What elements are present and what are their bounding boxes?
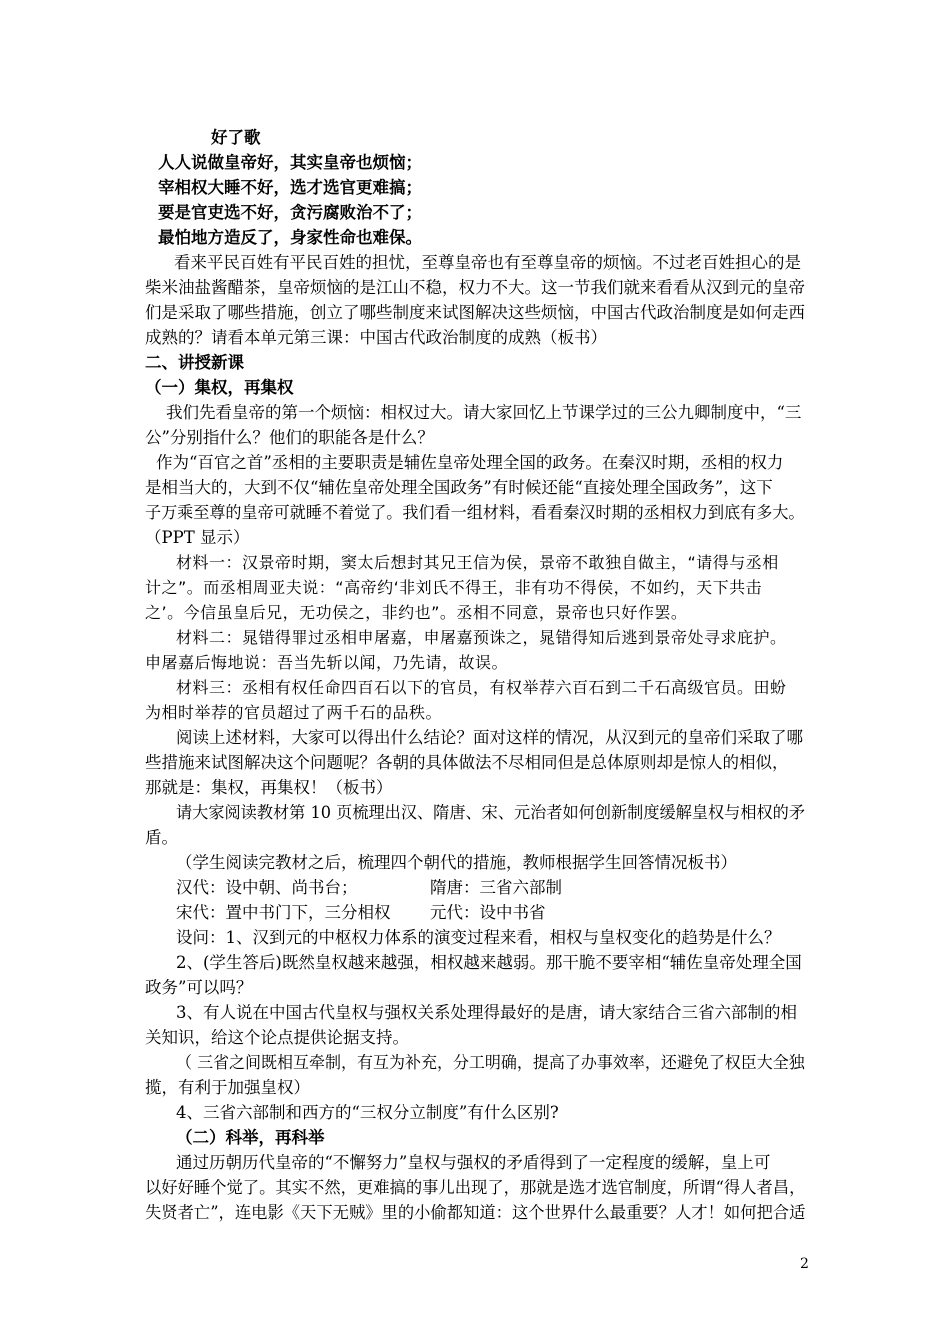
paragraph-line: 成熟的？请看本单元第三课：中国古代政治制度的成熟（板书） [145,328,607,347]
question-line: 3、有人说在中国古代皇权与强权关系处理得最好的是唐，请大家结合三省六部制的相 [176,1003,797,1022]
dynasty-yuan: 元代：设中书省 [430,903,546,922]
material-line: 申屠嘉后悔地说：吾当先斩以闻，乃先请，故误。 [145,653,509,672]
paragraph-line: 公”分别指什么？他们的职能各是什么？ [145,428,434,447]
paragraph-line: 阅读上述材料，大家可以得出什么结论？面对这样的情况，从汉到元的皇帝们采取了哪 [176,728,803,747]
answer-line: （ 三省之间既相互牵制，有互为补充，分工明确，提高了办事效率，还避免了权臣大全独 [176,1053,805,1072]
question-line: 关知识，给这个论点提供论据支持。 [145,1028,409,1047]
material-line: 材料三：丞相有权任命四百石以下的官员，有权举荐六百石到二千石高级官员。田蚡 [176,678,787,697]
paragraph-line: 是相当大的，大到不仅“辅佐皇帝处理全国政务”有时候还能“直接处理全国政务”，这下 [145,478,773,497]
subsection-heading: （二）科举，再科举 [176,1128,325,1147]
poem-line: 人人说做皇帝好，其实皇帝也烦恼； [158,153,422,172]
section-heading: 二、讲授新课 [145,353,244,372]
question-line: 政务”可以吗？ [145,978,253,997]
paragraph-line: 失贤者亡”，连电影《天下无贼》里的小偷都知道：这个世界什么最重要？人才！如何把合适 [145,1203,806,1222]
paragraph-line: 那就是：集权，再集权！（板书） [145,778,393,797]
paragraph-line: 柴米油盐酱醋茶，皇帝烦恼的是江山不稳，权力不大。这一节我们就来看看从汉到元的皇帝 [145,278,805,297]
paragraph-line: 以好好睡个觉了。其实不然，更难搞的事儿出现了，那就是选才选官制度，所谓“得人者昌， [145,1178,806,1197]
paragraph-line: （学生阅读完教材之后，梳理四个朝代的措施，教师根据学生回答情况板书） [176,853,737,872]
paragraph-line: 请大家阅读教材第 10 页梳理出汉、隋唐、宋、元治者如何创新制度缓解皇权与相权的矛 [176,803,806,822]
answer-line: 揽，有利于加强皇权） [145,1078,310,1097]
paragraph-line: 我们先看皇帝的第一个烦恼：相权过大。请大家回忆上节课学过的三公九卿制度中，“三 [166,403,802,422]
poem-line: 宰相权大睡不好，选才选官更难搞； [158,178,422,197]
poem-title: 好了歌 [211,128,261,147]
material-line: 为相时举荐的官员超过了两千石的品秩。 [145,703,443,722]
dynasty-song: 宋代：置中书门下，三分相权 [176,903,391,922]
paragraph-line: 盾。 [145,828,178,847]
material-line: 计之”。而丞相周亚夫说：“高帝约‘非刘氏不得王，非有功不得侯，不如约，天下共击 [145,578,763,597]
material-line: 材料二：晁错得罪过丞相申屠嘉，申屠嘉预诛之，晁错得知后逃到景帝处寻求庇护。 [176,628,787,647]
poem-line: 要是官吏选不好，贪污腐败治不了； [158,203,422,222]
material-line: 材料一：汉景帝时期，窦太后想封其兄王信为侯，景帝不敢独自做主，“请得与丞相 [176,553,779,572]
question-line: 4、三省六部制和西方的“三权分立制度”有什么区别? [176,1103,559,1122]
paragraph-line: 些措施来试图解决这个问题呢？各朝的具体做法不尽相同但是总体原则却是惊人的相似， [145,753,789,772]
paragraph-line: 作为“百官之首”丞相的主要职责是辅佐皇帝处理全国的政务。在秦汉时期，丞相的权力 [156,453,784,472]
paragraph-line: 子万乘至尊的皇帝可就睡不着觉了。我们看一组材料，看看秦汉时期的丞相权力到底有多大。 [145,503,805,522]
poem-line: 最怕地方造反了，身家性命也难保。 [158,228,422,247]
dynasty-han: 汉代：设中朝、尚书台； [176,878,358,897]
paragraph-line: 通过历朝历代皇帝的“不懈努力”皇权与强权的矛盾得到了一定程度的缓解，皇上可 [176,1153,771,1172]
question-line: 2、(学生答后)既然皇权越来越强，相权越来越弱。那干脆不要宰相“辅佐皇帝处理全国 [176,953,802,972]
dynasty-suitang: 隋唐：三省六部制 [430,878,562,897]
subsection-heading: （一）集权，再集权 [145,378,294,397]
material-line: 之’。今信虽皇后兄，无功侯之，非约也”。丞相不同意，景帝也只好作罢。 [145,603,688,622]
paragraph-line: 看来平民百姓有平民百姓的担忧，至尊皇帝也有至尊皇帝的烦恼。不过老百姓担心的是 [174,253,801,272]
question-line: 设问：1、汉到元的中枢权力体系的演变过程来看，相权与皇权变化的趋势是什么？ [176,928,781,947]
paragraph-line: （PPT 显示） [145,528,250,547]
paragraph-line: 们是采取了哪些措施，创立了哪些制度来试图解决这些烦恼，中国古代政治制度是如何走西 [145,303,805,322]
page-number: 2 [800,1256,809,1272]
